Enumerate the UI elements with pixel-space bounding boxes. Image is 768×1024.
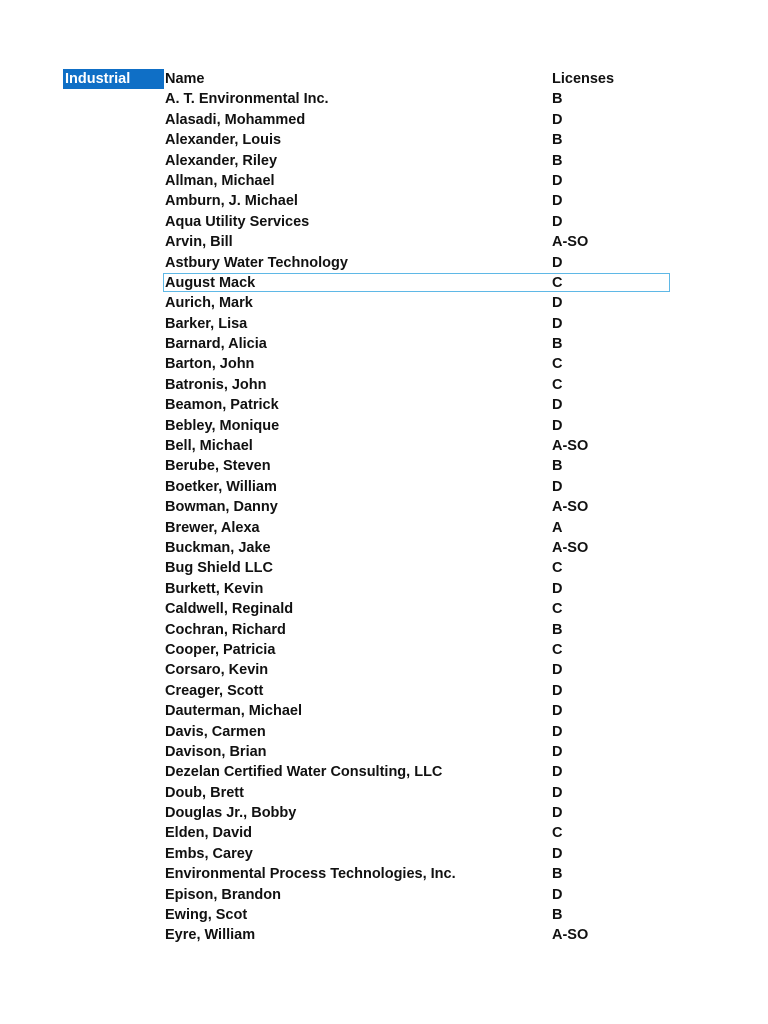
license-cell[interactable]: B bbox=[552, 152, 563, 169]
name-cell[interactable]: Cooper, Patricia bbox=[165, 641, 276, 658]
name-cell[interactable]: Barker, Lisa bbox=[165, 315, 248, 332]
license-cell[interactable]: D bbox=[552, 662, 563, 679]
license-sheet bbox=[0, 69, 768, 946]
license-cell[interactable]: D bbox=[552, 315, 563, 332]
table-row[interactable] bbox=[0, 273, 768, 293]
license-cell[interactable]: C bbox=[552, 274, 563, 291]
name-cell[interactable]: Epison, Brandon bbox=[165, 886, 281, 903]
header-row bbox=[0, 69, 768, 89]
table-row[interactable] bbox=[0, 599, 768, 619]
table-row[interactable] bbox=[0, 823, 768, 843]
license-cell[interactable]: C bbox=[552, 376, 563, 393]
name-cell[interactable]: Batronis, John bbox=[165, 376, 267, 393]
name-cell[interactable]: Bell, Michael bbox=[165, 438, 253, 455]
license-cell[interactable]: B bbox=[552, 132, 563, 149]
name-cell[interactable]: Davison, Brian bbox=[165, 743, 267, 760]
table-row[interactable] bbox=[0, 477, 768, 497]
name-cell[interactable]: Alexander, Louis bbox=[165, 132, 282, 149]
license-cell[interactable]: D bbox=[552, 580, 563, 597]
table-row[interactable] bbox=[0, 803, 768, 823]
table-row[interactable] bbox=[0, 253, 768, 273]
license-cell[interactable]: D bbox=[552, 703, 563, 720]
table-row[interactable] bbox=[0, 783, 768, 803]
license-cell[interactable]: D bbox=[552, 417, 563, 434]
license-cell[interactable]: C bbox=[552, 356, 563, 373]
license-cell[interactable]: D bbox=[552, 723, 563, 740]
table-row[interactable] bbox=[0, 314, 768, 334]
table-row[interactable] bbox=[0, 293, 768, 313]
name-cell[interactable]: Caldwell, Reginald bbox=[165, 601, 294, 618]
name-cell[interactable]: Doub, Brett bbox=[165, 784, 244, 801]
table-row[interactable] bbox=[0, 89, 768, 109]
table-row[interactable] bbox=[0, 354, 768, 374]
name-cell[interactable]: A. T. Environmental Inc. bbox=[165, 91, 329, 108]
license-cell[interactable]: B bbox=[552, 866, 563, 883]
license-cell[interactable]: B bbox=[552, 91, 563, 108]
table-row[interactable] bbox=[0, 681, 768, 701]
table-row[interactable] bbox=[0, 456, 768, 476]
license-cell[interactable]: A-SO bbox=[552, 927, 589, 944]
license-cell[interactable]: D bbox=[552, 172, 563, 189]
table-row[interactable] bbox=[0, 538, 768, 558]
license-cell[interactable]: D bbox=[552, 805, 563, 822]
name-cell[interactable]: Boetker, William bbox=[165, 478, 277, 495]
table-row[interactable] bbox=[0, 579, 768, 599]
name-cell[interactable]: Brewer, Alexa bbox=[165, 519, 260, 536]
license-cell[interactable]: D bbox=[552, 845, 563, 862]
license-cell[interactable]: D bbox=[552, 295, 563, 312]
license-cell[interactable]: D bbox=[552, 886, 563, 903]
license-cell[interactable]: C bbox=[552, 601, 563, 618]
name-cell[interactable]: Berube, Steven bbox=[165, 458, 271, 475]
table-row[interactable] bbox=[0, 171, 768, 191]
license-cell[interactable]: D bbox=[552, 743, 563, 760]
license-cell[interactable]: A-SO bbox=[552, 539, 589, 556]
table-row[interactable] bbox=[0, 497, 768, 517]
name-cell[interactable]: Bowman, Danny bbox=[165, 499, 278, 516]
table-row[interactable] bbox=[0, 722, 768, 742]
table-body bbox=[0, 89, 768, 945]
name-column-header: Name bbox=[165, 71, 205, 87]
license-cell[interactable]: C bbox=[552, 560, 563, 577]
license-cell[interactable]: A-SO bbox=[552, 438, 589, 455]
license-cell[interactable]: A bbox=[552, 519, 563, 536]
name-cell[interactable]: Ewing, Scot bbox=[165, 907, 248, 924]
table-row[interactable] bbox=[0, 334, 768, 354]
license-cell[interactable]: D bbox=[552, 682, 563, 699]
name-cell[interactable]: Buckman, Jake bbox=[165, 539, 271, 556]
name-cell[interactable]: Dauterman, Michael bbox=[165, 703, 302, 720]
name-cell[interactable]: Cochran, Richard bbox=[165, 621, 286, 638]
table-row[interactable] bbox=[0, 232, 768, 252]
license-cell[interactable]: B bbox=[552, 336, 563, 353]
name-cell[interactable]: Aqua Utility Services bbox=[165, 213, 310, 230]
name-cell[interactable]: Barton, John bbox=[165, 356, 255, 373]
table-row[interactable] bbox=[0, 110, 768, 130]
table-row[interactable] bbox=[0, 151, 768, 171]
name-cell[interactable]: Arvin, Bill bbox=[165, 234, 233, 251]
name-cell[interactable]: Embs, Carey bbox=[165, 845, 253, 862]
name-cell[interactable]: August Mack bbox=[165, 274, 256, 291]
name-cell[interactable]: Creager, Scott bbox=[165, 682, 264, 699]
table-row[interactable] bbox=[0, 375, 768, 395]
table-row[interactable] bbox=[0, 844, 768, 864]
license-cell[interactable]: D bbox=[552, 784, 563, 801]
name-cell[interactable]: Corsaro, Kevin bbox=[165, 662, 269, 679]
name-cell[interactable]: Allman, Michael bbox=[165, 172, 275, 189]
license-cell[interactable]: D bbox=[552, 254, 563, 271]
name-cell[interactable]: Aurich, Mark bbox=[165, 295, 253, 312]
license-cell[interactable]: A-SO bbox=[552, 499, 589, 516]
name-cell[interactable]: Alexander, Riley bbox=[165, 152, 278, 169]
name-cell[interactable]: Astbury Water Technology bbox=[165, 254, 348, 271]
table-row[interactable] bbox=[0, 925, 768, 945]
name-cell[interactable]: Beamon, Patrick bbox=[165, 397, 279, 414]
licenses-column-header: Licenses bbox=[552, 71, 615, 87]
name-cell[interactable]: Douglas Jr., Bobby bbox=[165, 805, 297, 822]
name-cell[interactable]: Barnard, Alicia bbox=[165, 336, 267, 353]
license-cell[interactable]: B bbox=[552, 907, 563, 924]
license-cell[interactable]: D bbox=[552, 764, 563, 781]
license-cell[interactable]: D bbox=[552, 111, 563, 128]
table-row[interactable] bbox=[0, 416, 768, 436]
table-row[interactable] bbox=[0, 864, 768, 884]
license-cell[interactable]: D bbox=[552, 478, 563, 495]
table-row[interactable] bbox=[0, 885, 768, 905]
license-cell[interactable]: C bbox=[552, 641, 563, 658]
name-cell[interactable]: Alasadi, Mohammed bbox=[165, 111, 306, 128]
table-row[interactable] bbox=[0, 620, 768, 640]
table-row[interactable] bbox=[0, 558, 768, 578]
license-cell[interactable]: C bbox=[552, 825, 563, 842]
name-cell[interactable]: Burkett, Kevin bbox=[165, 580, 264, 597]
name-cell[interactable]: Eyre, William bbox=[165, 927, 256, 944]
name-cell[interactable]: Bug Shield LLC bbox=[165, 560, 273, 577]
name-cell[interactable]: Dezelan Certified Water Consulting, LLC bbox=[165, 764, 443, 781]
license-cell[interactable]: A-SO bbox=[552, 234, 589, 251]
table-row[interactable] bbox=[0, 640, 768, 660]
name-cell[interactable]: Bebley, Monique bbox=[165, 417, 280, 434]
table-row[interactable] bbox=[0, 191, 768, 211]
license-cell[interactable]: B bbox=[552, 621, 563, 638]
table-row[interactable] bbox=[0, 436, 768, 456]
table-row[interactable] bbox=[0, 742, 768, 762]
table-row[interactable] bbox=[0, 762, 768, 782]
table-row[interactable] bbox=[0, 395, 768, 415]
category-header-cell[interactable]: Industrial bbox=[63, 69, 164, 89]
name-cell[interactable]: Elden, David bbox=[165, 825, 253, 842]
table-row[interactable] bbox=[0, 905, 768, 925]
table-row[interactable] bbox=[0, 130, 768, 150]
name-cell[interactable]: Davis, Carmen bbox=[165, 723, 266, 740]
name-cell[interactable]: Environmental Process Technologies, Inc. bbox=[165, 866, 456, 883]
table-row[interactable] bbox=[0, 212, 768, 232]
table-row[interactable] bbox=[0, 518, 768, 538]
license-cell[interactable]: D bbox=[552, 193, 563, 210]
license-cell[interactable]: D bbox=[552, 213, 563, 230]
license-cell[interactable]: D bbox=[552, 397, 563, 414]
table-row[interactable] bbox=[0, 660, 768, 680]
license-cell[interactable]: B bbox=[552, 458, 563, 475]
name-cell[interactable]: Amburn, J. Michael bbox=[165, 193, 298, 210]
table-row[interactable] bbox=[0, 701, 768, 721]
